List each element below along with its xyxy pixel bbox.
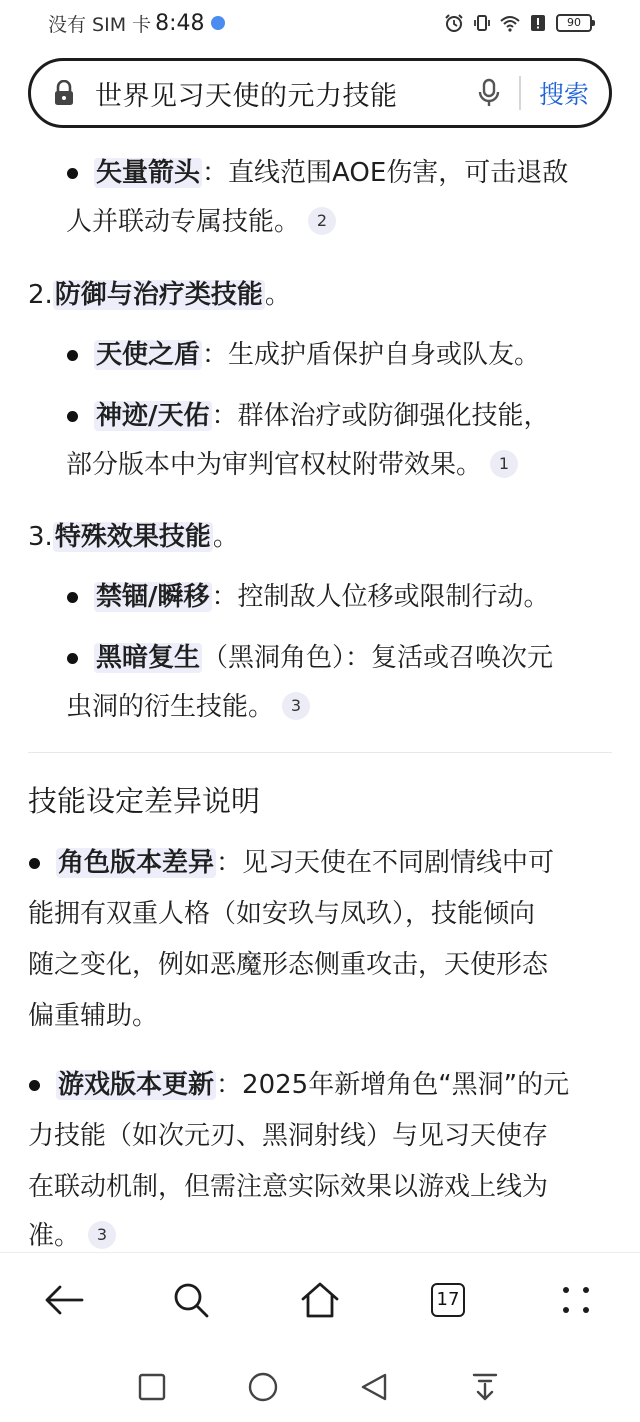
back-arrow-icon	[44, 1284, 84, 1316]
back-button[interactable]	[39, 1275, 89, 1325]
bullet-icon	[67, 411, 78, 422]
item-text: 群体治疗或防御强化技能，	[237, 401, 550, 431]
system-home-button[interactable]	[246, 1370, 280, 1404]
item-title: 禁锢/瞬移	[96, 582, 210, 612]
list-item-line	[66, 204, 336, 240]
clock: 8:48	[155, 10, 205, 36]
citation-badge[interactable]: 3	[88, 1221, 116, 1249]
section-title	[28, 519, 239, 555]
paragraph-line: 力技能（如次元刃、黑洞射线）与见习天使存	[28, 1121, 549, 1151]
separator: ：	[211, 401, 238, 431]
wifi-icon	[500, 13, 520, 33]
recent-apps-button[interactable]	[135, 1370, 169, 1404]
system-navigation-bar	[0, 1352, 640, 1422]
item-text: 虫洞的衍生技能。	[66, 692, 275, 722]
citation-badge[interactable]: 1	[490, 450, 518, 478]
alert-icon	[528, 13, 548, 33]
list-item-line	[94, 640, 553, 676]
citation-badge[interactable]: 2	[308, 207, 336, 235]
tabs-button[interactable]	[423, 1275, 473, 1325]
list-item-line	[94, 337, 540, 373]
search-button-toolbar[interactable]	[166, 1275, 216, 1325]
bullet-icon	[29, 1080, 40, 1091]
section-number: 2.	[28, 280, 53, 310]
section-label: 特殊效果技能	[54, 522, 211, 552]
list-item-line	[66, 689, 310, 725]
status-left	[48, 10, 225, 37]
paragraph-line	[28, 1218, 116, 1252]
item-title: 矢量箭头	[96, 158, 201, 188]
item-text: 人并联动专属技能。	[66, 207, 301, 237]
carrier-label: 没有 SIM 卡	[48, 13, 152, 36]
item-text: 生成护盾保护自身或队友。	[228, 340, 541, 370]
home-button[interactable]	[295, 1275, 345, 1325]
item-text: 控制敌人位移或限制行动。	[237, 582, 550, 612]
pull-down-icon	[471, 1372, 499, 1402]
section-tail: 。	[264, 280, 291, 310]
list-item-line	[94, 398, 550, 434]
section-tail: 。	[212, 522, 239, 552]
home-icon	[300, 1281, 340, 1319]
paragraph-text: 见习天使在不同剧情线中可	[242, 848, 555, 878]
bullet-icon	[67, 168, 78, 179]
item-title: 神迹/天佑	[96, 401, 210, 431]
separator: ：	[216, 1070, 243, 1100]
search-query-text[interactable]: 世界见习天使的元力技能	[95, 80, 398, 112]
alarm-icon	[444, 13, 464, 33]
item-title: 游戏版本更新	[58, 1070, 215, 1100]
paragraph-line: 偏重辅助。	[28, 1001, 159, 1031]
more-dots-icon	[561, 1285, 591, 1315]
separator: ：	[211, 582, 238, 612]
bullet-icon	[67, 653, 78, 664]
paragraph-line: 能拥有双重人格（如安玖与凤玖），技能倾向	[28, 899, 536, 929]
item-text: 部分版本中为审判官权杖附带效果。	[66, 450, 483, 480]
section-divider	[28, 752, 612, 753]
search-button[interactable]: 搜索	[538, 80, 589, 109]
section-title	[28, 277, 291, 313]
item-title: 天使之盾	[96, 340, 201, 370]
item-text: 复活或召唤次元	[371, 643, 554, 673]
notification-dot-icon	[211, 16, 225, 30]
paragraph-text: 准。	[28, 1221, 81, 1251]
list-item-line	[94, 155, 568, 191]
item-note: （黑洞角色）	[202, 643, 346, 673]
more-menu-button[interactable]	[551, 1275, 601, 1325]
status-right	[444, 13, 592, 33]
section-number: 3.	[28, 522, 53, 552]
separator: ：	[216, 848, 243, 878]
paragraph-line	[56, 1067, 569, 1103]
microphone-icon[interactable]	[477, 78, 501, 108]
list-item-line	[66, 447, 518, 483]
separator: ：	[202, 158, 229, 188]
search-divider	[519, 76, 521, 110]
separator: ：	[202, 340, 229, 370]
browser-toolbar	[0, 1252, 640, 1352]
battery-indicator: 90	[556, 14, 592, 32]
paragraph-line: 在联动机制，但需注意实际效果以游戏上线为	[28, 1172, 549, 1202]
paragraph-line	[56, 845, 554, 881]
triangle-back-icon	[360, 1372, 388, 1402]
address-search-bar[interactable]	[28, 58, 612, 128]
answer-content	[0, 140, 640, 1252]
section-heading: 技能设定差异说明	[28, 784, 261, 818]
vibrate-icon	[472, 13, 492, 33]
list-item-line	[94, 579, 550, 615]
square-icon	[138, 1373, 166, 1401]
notification-pull-button[interactable]	[468, 1370, 502, 1404]
system-back-button[interactable]	[357, 1370, 391, 1404]
search-icon	[172, 1281, 210, 1319]
circle-icon	[248, 1372, 278, 1402]
citation-badge[interactable]: 3	[282, 692, 310, 720]
item-text: 直线范围AOE伤害，可击退敌	[228, 158, 569, 188]
tab-count: 17	[431, 1283, 465, 1317]
paragraph-text: 2025年新增角色“黑洞”的元	[242, 1070, 570, 1100]
bullet-icon	[67, 592, 78, 603]
bullet-icon	[67, 350, 78, 361]
separator: ：	[345, 643, 372, 673]
section-label: 防御与治疗类技能	[54, 280, 263, 310]
item-title: 黑暗复生	[96, 643, 201, 673]
bullet-icon	[29, 858, 40, 869]
paragraph-line: 随之变化，例如恶魔形态侧重攻击，天使形态	[28, 950, 549, 980]
lock-icon	[53, 80, 75, 106]
item-title: 角色版本差异	[58, 848, 215, 878]
status-bar	[0, 0, 640, 46]
